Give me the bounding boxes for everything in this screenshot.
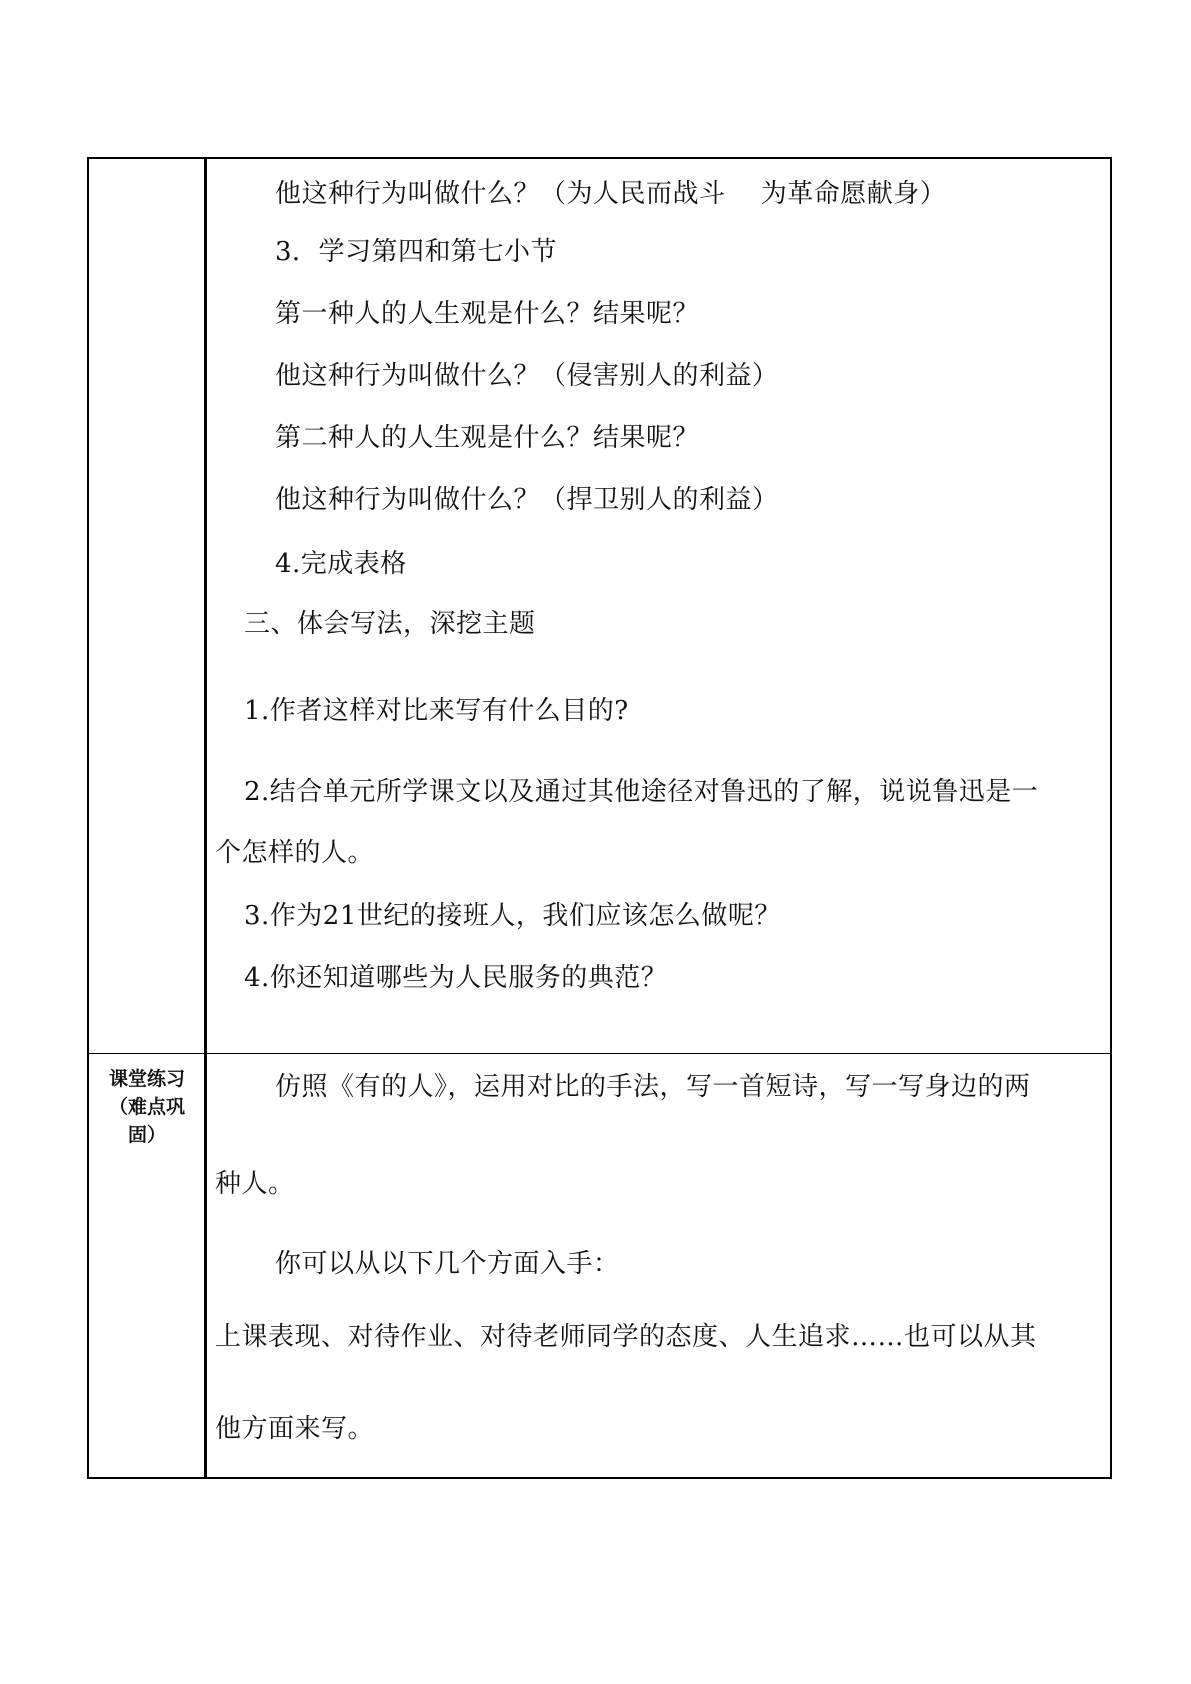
text-line: 他这种行为叫做什么？（侵害别人的利益） [275,361,779,391]
text-line: 他这种行为叫做什么？（为人民而战斗 为革命愿献身） [275,179,947,209]
text-line: 他这种行为叫做什么？（捍卫别人的利益） [275,485,779,515]
text-line: 4.你还知道哪些为人民服务的典范？ [244,963,668,993]
text-line: 他方面来写。 [215,1414,375,1444]
row-label [95,1065,199,1149]
text-line: 3．学习第四和第七小节 [275,237,558,267]
text-line: 种人。 [215,1169,295,1199]
lesson-table [87,157,1112,1479]
text-line: 2.结合单元所学课文以及通过其他途径对鲁迅的了解，说说鲁迅是一 [244,777,1039,807]
text-line: 上课表现、对待作业、对待老师同学的态度、人生追求……也可以从其 [215,1322,1037,1352]
text-line: 第二种人的人生观是什么？结果呢？ [275,423,700,453]
row-label-line: （难点巩 [108,1096,185,1118]
row-label-line: 课堂练习 [108,1068,185,1090]
text-line: 个怎样的人。 [215,838,375,868]
text-line: 1.作者这样对比来写有什么目的? [244,696,629,726]
row-divider [89,1053,1110,1054]
section-heading: 三、体会写法，深挖主题 [244,609,536,639]
column-divider [204,159,207,1477]
row-label-line: 固） [127,1124,166,1146]
text-line: 4.完成表格 [275,549,407,579]
text-line: 第一种人的人生观是什么？结果呢？ [275,299,700,329]
text-line: 3.作为21世纪的接班人，我们应该怎么做呢？ [244,901,781,931]
text-line: 你可以从以下几个方面入手： [275,1249,620,1279]
text-line: 仿照《有的人》，运用对比的手法，写一首短诗，写一写身边的两 [275,1072,1031,1102]
